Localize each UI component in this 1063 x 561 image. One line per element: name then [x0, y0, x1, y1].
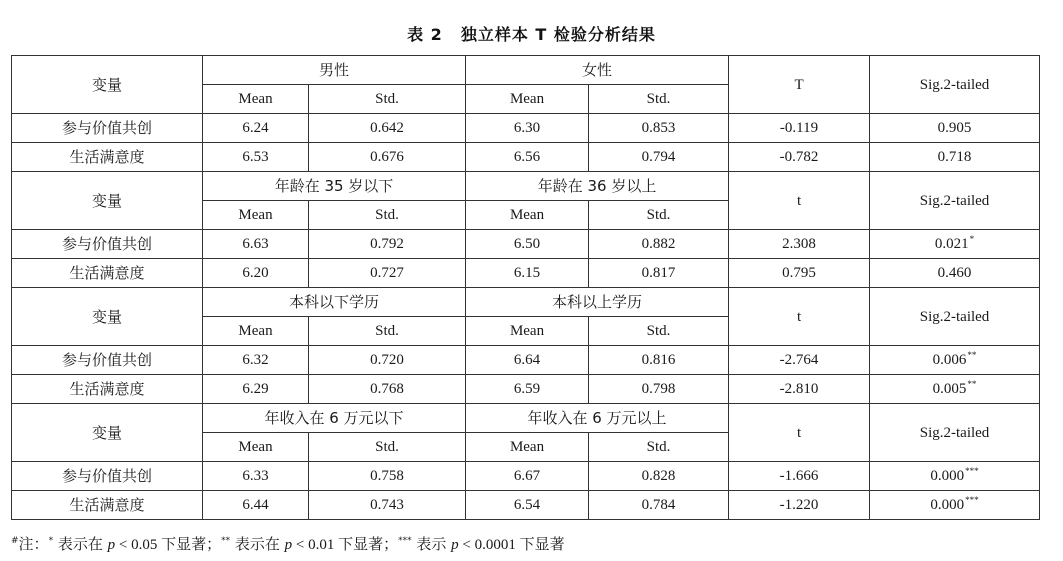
group-2-mean: 6.30	[466, 114, 589, 143]
group-2-mean: 6.56	[466, 143, 589, 172]
variable-name: 生活满意度	[12, 259, 203, 288]
t-value: -2.810	[729, 375, 870, 404]
sig-cell	[870, 143, 1040, 172]
t-stat-header: T	[729, 56, 870, 114]
footnote-lead: 注：	[18, 535, 49, 553]
group-1-header: 本科以下学历	[203, 288, 466, 317]
sig-cell	[870, 491, 1040, 520]
sig-header: Sig.2-tailed	[870, 172, 1040, 230]
t-value: -1.666	[729, 462, 870, 491]
sig-cell	[870, 375, 1040, 404]
group-header-row	[12, 56, 1040, 85]
mean-header: Mean	[466, 317, 589, 346]
table-row	[12, 375, 1040, 404]
footnote-star-3: ***	[398, 536, 412, 546]
footnote-cond-3: < 0.0001	[458, 537, 520, 553]
group-2-mean: 6.15	[466, 259, 589, 288]
sig-cell	[870, 462, 1040, 491]
sig-value: 0.000	[930, 497, 965, 513]
footnote-p-2: p	[284, 537, 293, 553]
sig-value: 0.021	[934, 236, 969, 252]
sig-header: Sig.2-tailed	[870, 288, 1040, 346]
mean-header: Mean	[203, 433, 309, 462]
std-header: Std.	[589, 433, 729, 462]
group-2-header: 本科以上学历	[466, 288, 729, 317]
std-header: Std.	[589, 85, 729, 114]
group-2-std: 0.817	[589, 259, 729, 288]
variable-header: 变量	[12, 172, 203, 230]
variable-name: 参与价值共创	[12, 114, 203, 143]
footnote-p-3: p	[451, 537, 459, 553]
significance-stars: ***	[965, 466, 979, 476]
table-number: 表 2	[407, 25, 443, 44]
variable-name: 参与价值共创	[12, 230, 203, 259]
footnote-text-4: 下显著；	[338, 535, 399, 553]
group-header-row	[12, 288, 1040, 317]
significance-stars: *	[969, 234, 975, 244]
footnote-text-5: 表示	[411, 535, 452, 553]
table-row	[12, 462, 1040, 491]
t-stat-header: t	[729, 404, 870, 462]
t-value: -0.782	[729, 143, 870, 172]
group-1-mean: 6.20	[203, 259, 309, 288]
group-2-mean: 6.50	[466, 230, 589, 259]
footnote	[11, 533, 565, 554]
group-1-mean: 6.29	[203, 375, 309, 404]
significance-stars: **	[967, 379, 977, 389]
group-2-std: 0.784	[589, 491, 729, 520]
group-1-header: 男性	[203, 56, 466, 85]
group-1-std: 0.758	[309, 462, 466, 491]
group-1-mean: 6.63	[203, 230, 309, 259]
group-1-header: 年龄在 35 岁以下	[203, 172, 466, 201]
group-2-mean: 6.54	[466, 491, 589, 520]
group-1-std: 0.720	[309, 346, 466, 375]
group-2-mean: 6.59	[466, 375, 589, 404]
group-header-row	[12, 172, 1040, 201]
table-row	[12, 259, 1040, 288]
group-header-row	[12, 404, 1040, 433]
significance-stars: ***	[965, 495, 979, 505]
group-2-header: 年收入在 6 万元以上	[466, 404, 729, 433]
group-1-std: 0.727	[309, 259, 466, 288]
sig-value: 0.005	[932, 381, 967, 397]
t-stat-header: t	[729, 288, 870, 346]
t-test-table	[11, 55, 1040, 520]
std-header: Std.	[589, 317, 729, 346]
mean-header: Mean	[203, 317, 309, 346]
sig-cell	[870, 346, 1040, 375]
t-value: 2.308	[729, 230, 870, 259]
std-header: Std.	[309, 433, 466, 462]
mean-header: Mean	[466, 85, 589, 114]
group-1-std: 0.768	[309, 375, 466, 404]
footnote-star-1: *	[48, 536, 54, 546]
significance-stars: **	[967, 350, 977, 360]
variable-name: 参与价值共创	[12, 462, 203, 491]
group-1-std: 0.676	[309, 143, 466, 172]
sig-header: Sig.2-tailed	[870, 56, 1040, 114]
mean-header: Mean	[203, 85, 309, 114]
group-2-std: 0.798	[589, 375, 729, 404]
variable-name: 生活满意度	[12, 491, 203, 520]
group-1-mean: 6.24	[203, 114, 309, 143]
sig-value: 0.000	[930, 468, 965, 484]
group-2-header: 年龄在 36 岁以上	[466, 172, 729, 201]
table-row	[12, 114, 1040, 143]
sig-cell	[870, 259, 1040, 288]
variable-header: 变量	[12, 404, 203, 462]
group-2-std: 0.794	[589, 143, 729, 172]
group-1-mean: 6.33	[203, 462, 309, 491]
mean-header: Mean	[466, 201, 589, 230]
t-value: -1.220	[729, 491, 870, 520]
table-row	[12, 346, 1040, 375]
table-row	[12, 230, 1040, 259]
std-header: Std.	[309, 201, 466, 230]
table-body	[12, 56, 1040, 520]
group-2-mean: 6.64	[466, 346, 589, 375]
sig-cell	[870, 230, 1040, 259]
footnote-text-1: 表示在	[53, 535, 108, 553]
footnote-cond-2: < 0.01	[292, 537, 339, 553]
group-1-header: 年收入在 6 万元以下	[203, 404, 466, 433]
group-2-mean: 6.67	[466, 462, 589, 491]
footnote-p-1: p	[107, 537, 116, 553]
footnote-cond-1: < 0.05	[115, 537, 162, 553]
footnote-text-2: 下显著；	[161, 535, 222, 553]
group-1-mean: 6.44	[203, 491, 309, 520]
sig-value: 0.006	[932, 352, 967, 368]
group-1-std: 0.792	[309, 230, 466, 259]
footnote-star-2: **	[221, 536, 231, 546]
group-1-std: 0.642	[309, 114, 466, 143]
sig-value: 0.718	[937, 149, 972, 165]
variable-header: 变量	[12, 288, 203, 346]
std-header: Std.	[589, 201, 729, 230]
table-caption	[0, 22, 1063, 45]
variable-header: 变量	[12, 56, 203, 114]
footnote-text-6: 下显著	[519, 535, 565, 553]
sig-value: 0.905	[937, 120, 972, 136]
mean-header: Mean	[203, 201, 309, 230]
t-stat-header: t	[729, 172, 870, 230]
t-value: -0.119	[729, 114, 870, 143]
variable-name: 参与价值共创	[12, 346, 203, 375]
group-1-mean: 6.53	[203, 143, 309, 172]
t-value: -2.764	[729, 346, 870, 375]
group-1-std: 0.743	[309, 491, 466, 520]
table-title: 独立样本 T 检验分析结果	[460, 25, 656, 44]
mean-header: Mean	[466, 433, 589, 462]
table-row	[12, 491, 1040, 520]
sig-cell	[870, 114, 1040, 143]
sig-value: 0.460	[937, 265, 972, 281]
std-header: Std.	[309, 317, 466, 346]
t-value: 0.795	[729, 259, 870, 288]
variable-name: 生活满意度	[12, 375, 203, 404]
std-header: Std.	[309, 85, 466, 114]
variable-name: 生活满意度	[12, 143, 203, 172]
group-2-std: 0.882	[589, 230, 729, 259]
group-2-std: 0.853	[589, 114, 729, 143]
group-2-std: 0.816	[589, 346, 729, 375]
footnote-text-3: 表示在	[230, 535, 285, 553]
group-2-std: 0.828	[589, 462, 729, 491]
sig-header: Sig.2-tailed	[870, 404, 1040, 462]
table-row	[12, 143, 1040, 172]
footnote-mark: #	[11, 536, 19, 546]
group-1-mean: 6.32	[203, 346, 309, 375]
group-2-header: 女性	[466, 56, 729, 85]
